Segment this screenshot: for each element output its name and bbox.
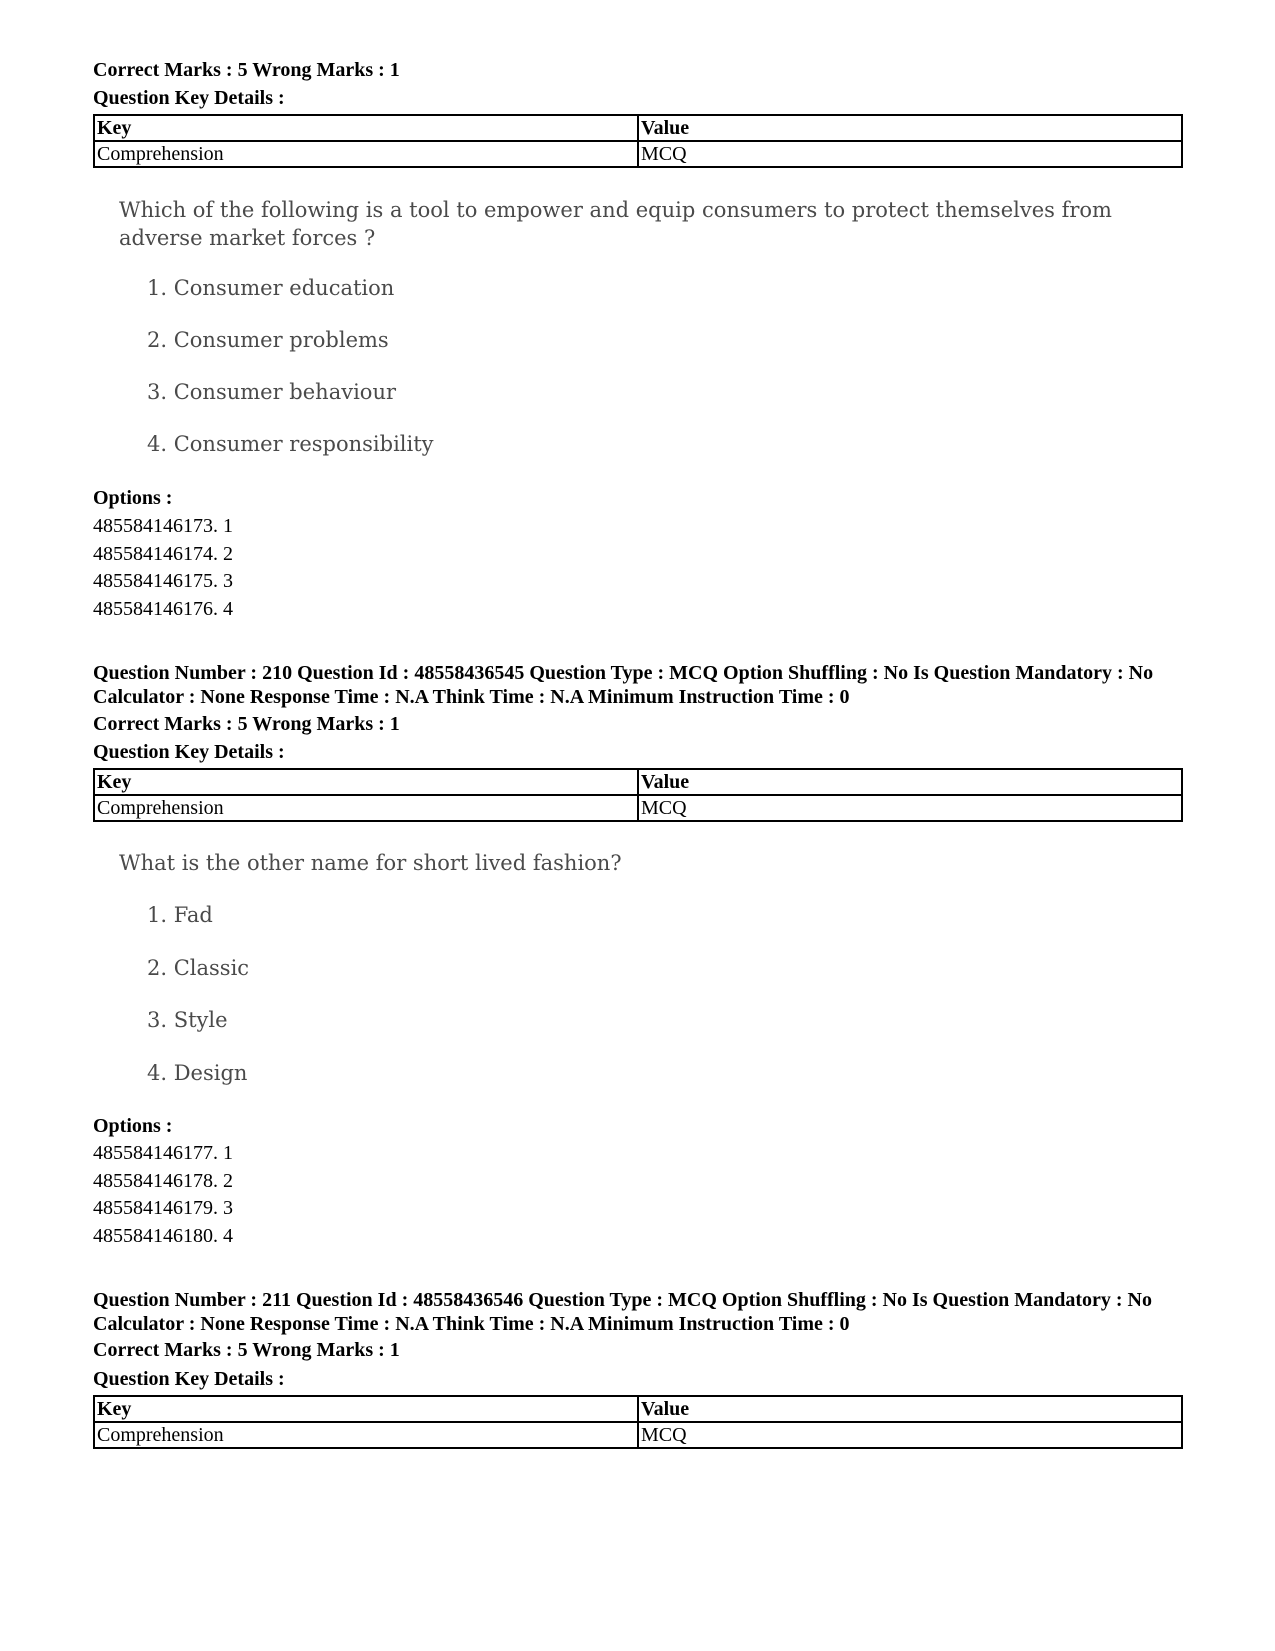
table-header-row [94, 769, 1182, 795]
question-image [93, 849, 1133, 877]
question-image [93, 196, 1133, 252]
key-details-label: Question Key Details : [93, 87, 285, 109]
table-row [94, 141, 1182, 167]
key-details-label: Question Key Details : [93, 1368, 285, 1390]
marks-line: Correct Marks : 5 Wrong Marks : 1 [93, 1339, 400, 1361]
table-header-key: Key [94, 115, 638, 141]
question-choice: 3. Style [147, 1008, 228, 1032]
option-item: 485584146179. 3 [93, 1197, 233, 1219]
question-choice: 4. Consumer responsibility [147, 432, 434, 456]
table-cell-value: MCQ [638, 141, 1182, 167]
options-label: Options : [93, 487, 173, 509]
question-choice: 1. Fad [147, 903, 213, 927]
table-header-row [94, 1396, 1182, 1422]
question-text: What is the other name for short lived fashion? [119, 851, 622, 875]
key-details-table [93, 114, 1183, 168]
option-item: 485584146180. 4 [93, 1225, 233, 1247]
marks-line: Correct Marks : 5 Wrong Marks : 1 [93, 59, 400, 81]
key-details-label: Question Key Details : [93, 741, 285, 763]
option-item: 485584146173. 1 [93, 515, 233, 537]
table-header-row [94, 115, 1182, 141]
option-item: 485584146175. 3 [93, 570, 233, 592]
question-choice: 4. Design [147, 1061, 248, 1085]
question-header: Question Number : 211 Question Id : 48558436546 Question Type : MCQ Option Shuffling : No Is Question Mandatory : No Calculator : None Response Time : N.A Think Time : N.A Minimum Instruction Time : 0 [93, 1289, 1152, 1335]
table-row [94, 795, 1182, 821]
key-details-table [93, 1395, 1183, 1449]
table-cell-key: Comprehension [94, 141, 638, 167]
table-cell-key: Comprehension [94, 1422, 638, 1448]
question-text: Which of the following is a tool to empower and equip consumers to protect themselves from adverse market forces ? [119, 198, 1112, 250]
marks-line: Correct Marks : 5 Wrong Marks : 1 [93, 713, 400, 735]
question-header: Question Number : 210 Question Id : 48558436545 Question Type : MCQ Option Shuffling : No Is Question Mandatory : No Calculator : None Response Time : N.A Think Time : N.A Minimum Instruction Time : 0 [93, 662, 1154, 708]
option-item: 485584146178. 2 [93, 1170, 233, 1192]
option-item: 485584146174. 2 [93, 543, 233, 565]
options-label: Options : [93, 1115, 173, 1137]
option-item: 485584146176. 4 [93, 598, 233, 620]
question-choice: 1. Consumer education [147, 276, 395, 300]
table-header-value: Value [638, 769, 1182, 795]
table-cell-key: Comprehension [94, 795, 638, 821]
question-choice: 2. Classic [147, 956, 250, 980]
table-header-key: Key [94, 769, 638, 795]
table-cell-value: MCQ [638, 1422, 1182, 1448]
table-header-value: Value [638, 115, 1182, 141]
table-header-key: Key [94, 1396, 638, 1422]
option-item: 485584146177. 1 [93, 1142, 233, 1164]
question-choice: 2. Consumer problems [147, 328, 389, 352]
table-row [94, 1422, 1182, 1448]
question-choice: 3. Consumer behaviour [147, 380, 397, 404]
table-header-value: Value [638, 1396, 1182, 1422]
table-cell-value: MCQ [638, 795, 1182, 821]
key-details-table [93, 768, 1183, 822]
